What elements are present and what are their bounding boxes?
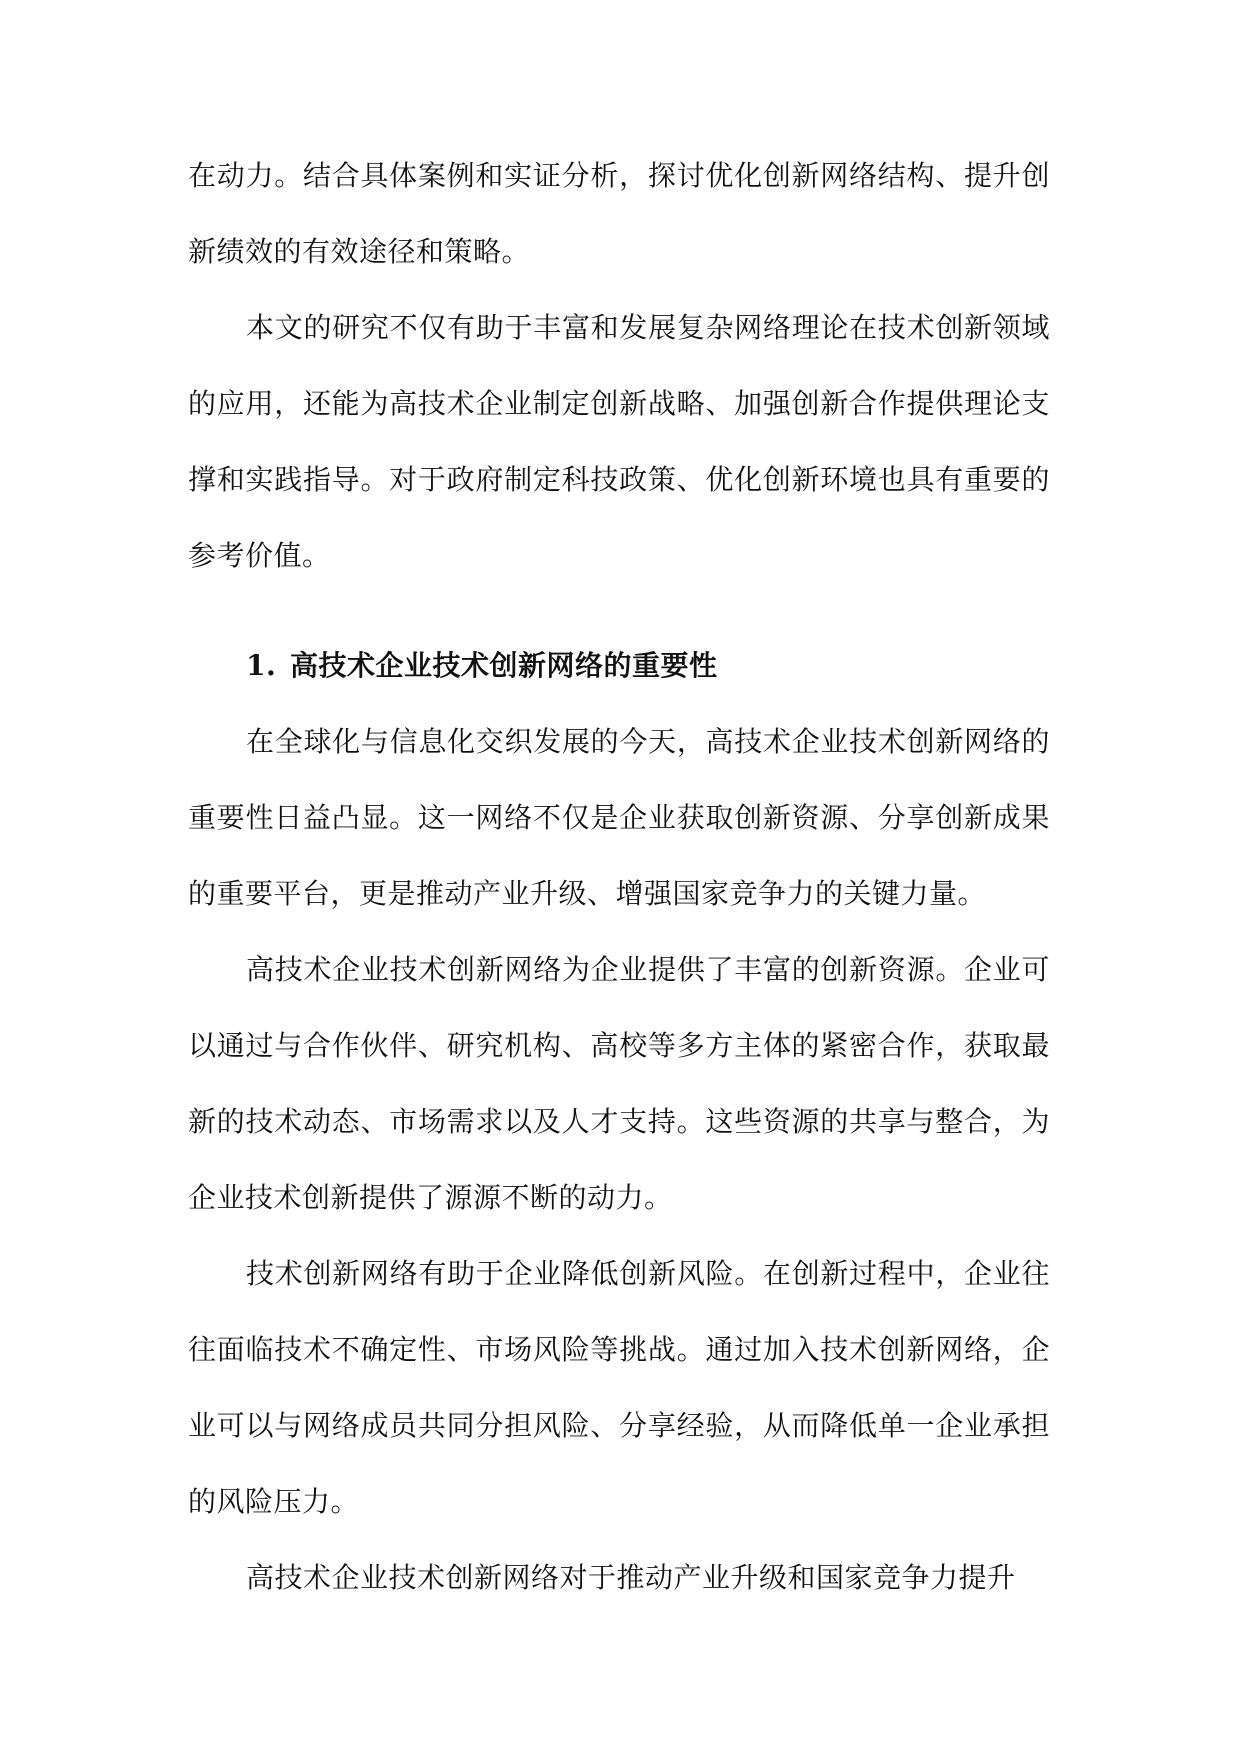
paragraph-innovation-resources: 高技术企业技术创新网络为企业提供了丰富的创新资源。企业可以通过与合作伙伴、研究机构、高校等多方主体的紧密合作，获取最新的技术动态、市场需求以及人才支持。这些资源的共享与整合，为企业技术创新提供了源源不断的动力。 — [188, 953, 1050, 1214]
section-heading — [188, 628, 1050, 704]
section-title: 高技术企业技术创新网络的重要性 — [290, 649, 718, 682]
paragraph-importance-intro: 在全球化与信息化交织发展的今天，高技术企业技术创新网络的重要性日益凸显。这一网络不仅是企业获取创新资源、分享创新成果的重要平台，更是推动产业升级、增强国家竞争力的关键力量。 — [188, 725, 1050, 910]
paragraph-industry-upgrade: 高技术企业技术创新网络对于推动产业升级和国家竞争力提升 — [246, 1561, 1016, 1594]
paragraph-risk-reduction: 技术创新网络有助于企业降低创新风险。在创新过程中，企业往往面临技术不确定性、市场风险等挑战。通过加入技术创新网络，企业可以与网络成员共同分担风险、分享经验，从而降低单一企业承担的风险压力。 — [188, 1257, 1050, 1518]
paragraph-research-significance: 本文的研究不仅有助于丰富和发展复杂网络理论在技术创新领域的应用，还能为高技术企业制定创新战略、加强创新合作提供理论支撑和实践指导。对于政府制定科技政策、优化创新环境也具有重要的参考价值。 — [188, 311, 1050, 572]
section-number: 1. — [246, 649, 277, 682]
paragraph-continued: 在动力。结合具体案例和实证分析，探讨优化创新网络结构、提升创新绩效的有效途径和策略。 — [188, 159, 1050, 268]
document-body — [188, 138, 1050, 1616]
